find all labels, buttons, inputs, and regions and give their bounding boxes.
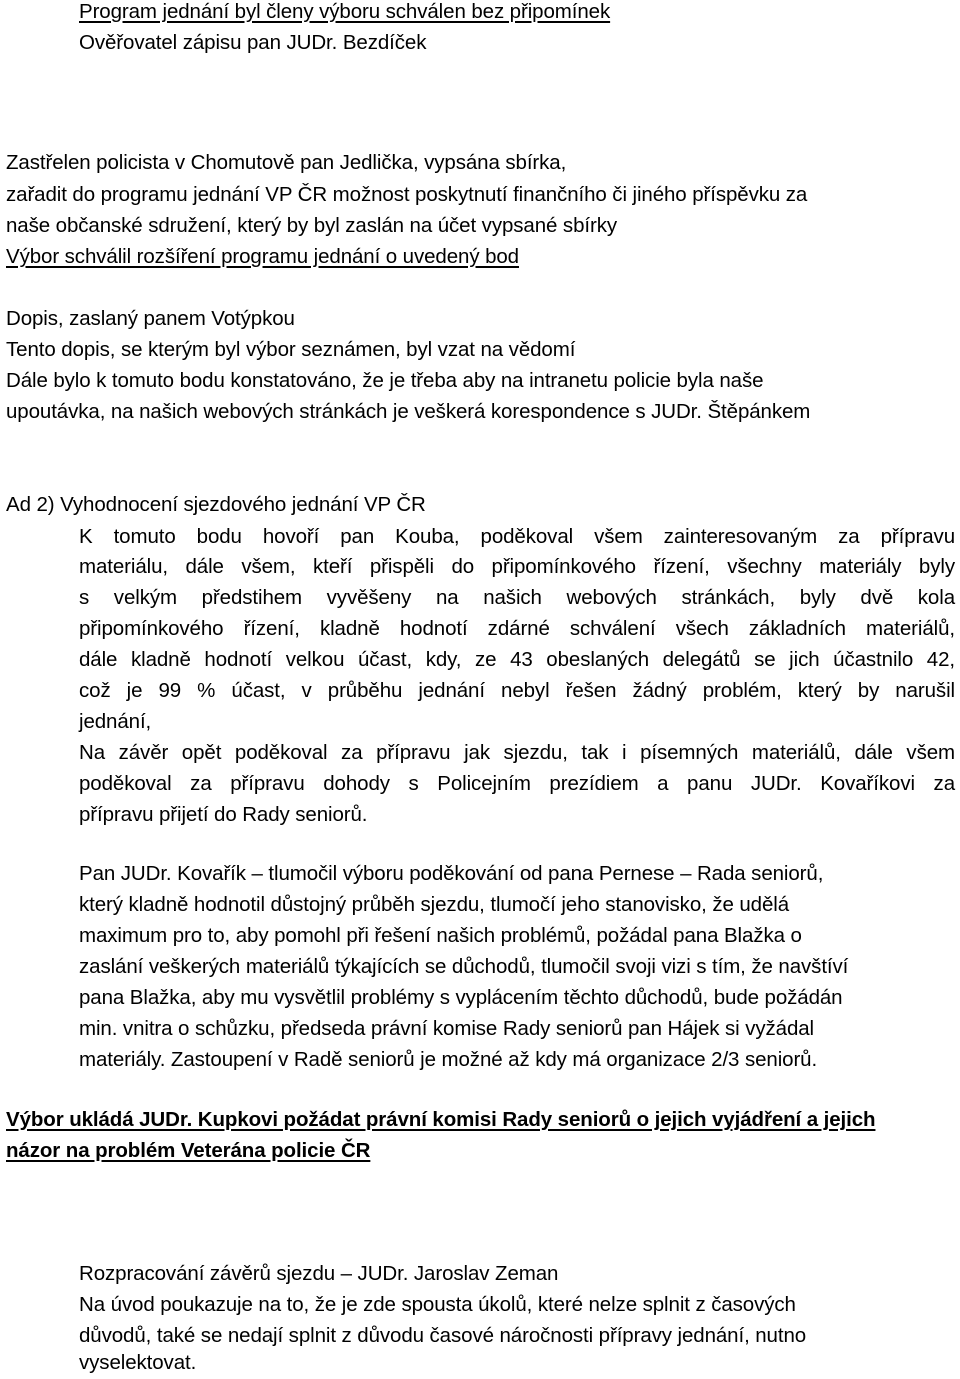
paragraph-line: dále kladně hodnotí velkou účast, kdy, ze 43 obeslaných delegátů se jich účastnilo 42, bbox=[79, 648, 955, 671]
paragraph-line: materiály. Zastoupení v Radě seniorů je možné až kdy má organizace 2/3 seniorů. bbox=[79, 1048, 818, 1071]
paragraph-line: zaslání veškerých materiálů týkajících se důchodů, tlumočil svoji vizi s tím, že navštíví bbox=[79, 955, 849, 978]
paragraph-line: připomínkového řízení, kladně hodnotí zdárné schválení všech základních materiálů, bbox=[79, 617, 955, 640]
paragraph-line: jednání, bbox=[79, 710, 152, 733]
paragraph-line: K tomuto bodu hovoří pan Kouba, poděkoval všem zainteresovaným za přípravu bbox=[79, 525, 955, 548]
text-line: upoutávka, na našich webových stránkách je veškerá korespondence s JUDr. Štěpánkem bbox=[6, 400, 811, 423]
text-line: zařadit do programu jednání VP ČR možnost poskytnutí finančního či jiného příspěvku za bbox=[6, 183, 808, 206]
paragraph-line: který kladně hodnotil důstojný průběh sjezdu, tlumočí jeho stanovisko, že udělá bbox=[79, 893, 790, 916]
item-heading: Rozpracování závěrů sjezdu – JUDr. Jaroslav Zeman bbox=[79, 1262, 559, 1285]
paragraph-line: min. vnitra o schůzku, předseda právní komise Rady seniorů pan Hájek si vyžádal bbox=[79, 1017, 815, 1040]
paragraph-line: pana Blažka, aby mu vysvětlil problémy s vyplácením těchto důchodů, bude požádán bbox=[79, 986, 843, 1009]
paragraph-line: materiálu, dále všem, kteří přispěli do připomínkového řízení, všechny materiály byly bbox=[79, 555, 955, 578]
paragraph-line: vyselektovat. bbox=[79, 1351, 197, 1374]
approval-note-underlined: Program jednání byl členy výboru schválen bez připomínek bbox=[79, 0, 611, 23]
task-assignment-underlined: názor na problém Veterána policie ČR bbox=[6, 1139, 371, 1162]
resolution-underlined: Výbor schválil rozšíření programu jednání o uvedený bod bbox=[6, 245, 519, 268]
paragraph-line: důvodů, také se nedají splnit z důvodu časové náročnosti přípravy jednání, nutno bbox=[79, 1324, 807, 1347]
text-line: Tento dopis, se kterým byl výbor seznámen, byl vzat na vědomí bbox=[6, 338, 576, 361]
section-heading: Ad 2) Vyhodnocení sjezdového jednání VP ČR bbox=[6, 493, 426, 516]
paragraph-line: maximum pro to, aby pomohl při řešení našich problémů, požádal pana Blažka o bbox=[79, 924, 802, 947]
verifier-line: Ověřovatel zápisu pan JUDr. Bezdíček bbox=[79, 31, 427, 54]
paragraph-line: Na závěr opět poděkoval za přípravu jak sjezdu, tak i písemných materiálů, dále všem bbox=[79, 741, 955, 764]
paragraph-line: Pan JUDr. Kovařík – tlumočil výboru poděkování od pana Pernese – Rada seniorů, bbox=[79, 862, 824, 885]
paragraph-line: přípravu přijetí do Rady seniorů. bbox=[79, 803, 368, 826]
task-assignment-underlined: Výbor ukládá JUDr. Kupkovi požádat právní komisi Rady seniorů o jejich vyjádření a jejich bbox=[6, 1108, 876, 1131]
text-line: Dopis, zaslaný panem Votýpkou bbox=[6, 307, 295, 330]
text-line: naše občanské sdružení, který by byl zaslán na účet vypsané sbírky bbox=[6, 214, 618, 237]
paragraph-line: s velkým předstihem vyvěšeny na našich webových stránkách, byly dvě kola bbox=[79, 586, 955, 609]
text-line: Dále bylo k tomuto bodu konstatováno, že je třeba aby na intranetu policie byla naše bbox=[6, 369, 764, 392]
paragraph-line: což je 99 % účast, v průběhu jednání nebyl řešen žádný problém, který by narušil bbox=[79, 679, 955, 702]
paragraph-line: poděkoval za přípravu dohody s Policejním prezídiem a panu JUDr. Kovaříkovi za bbox=[79, 772, 955, 795]
paragraph-line: Na úvod poukazuje na to, že je zde spousta úkolů, které nelze splnit z časových bbox=[79, 1293, 796, 1316]
text-line: Zastřelen policista v Chomutově pan Jedlička, vypsána sbírka, bbox=[6, 151, 567, 174]
